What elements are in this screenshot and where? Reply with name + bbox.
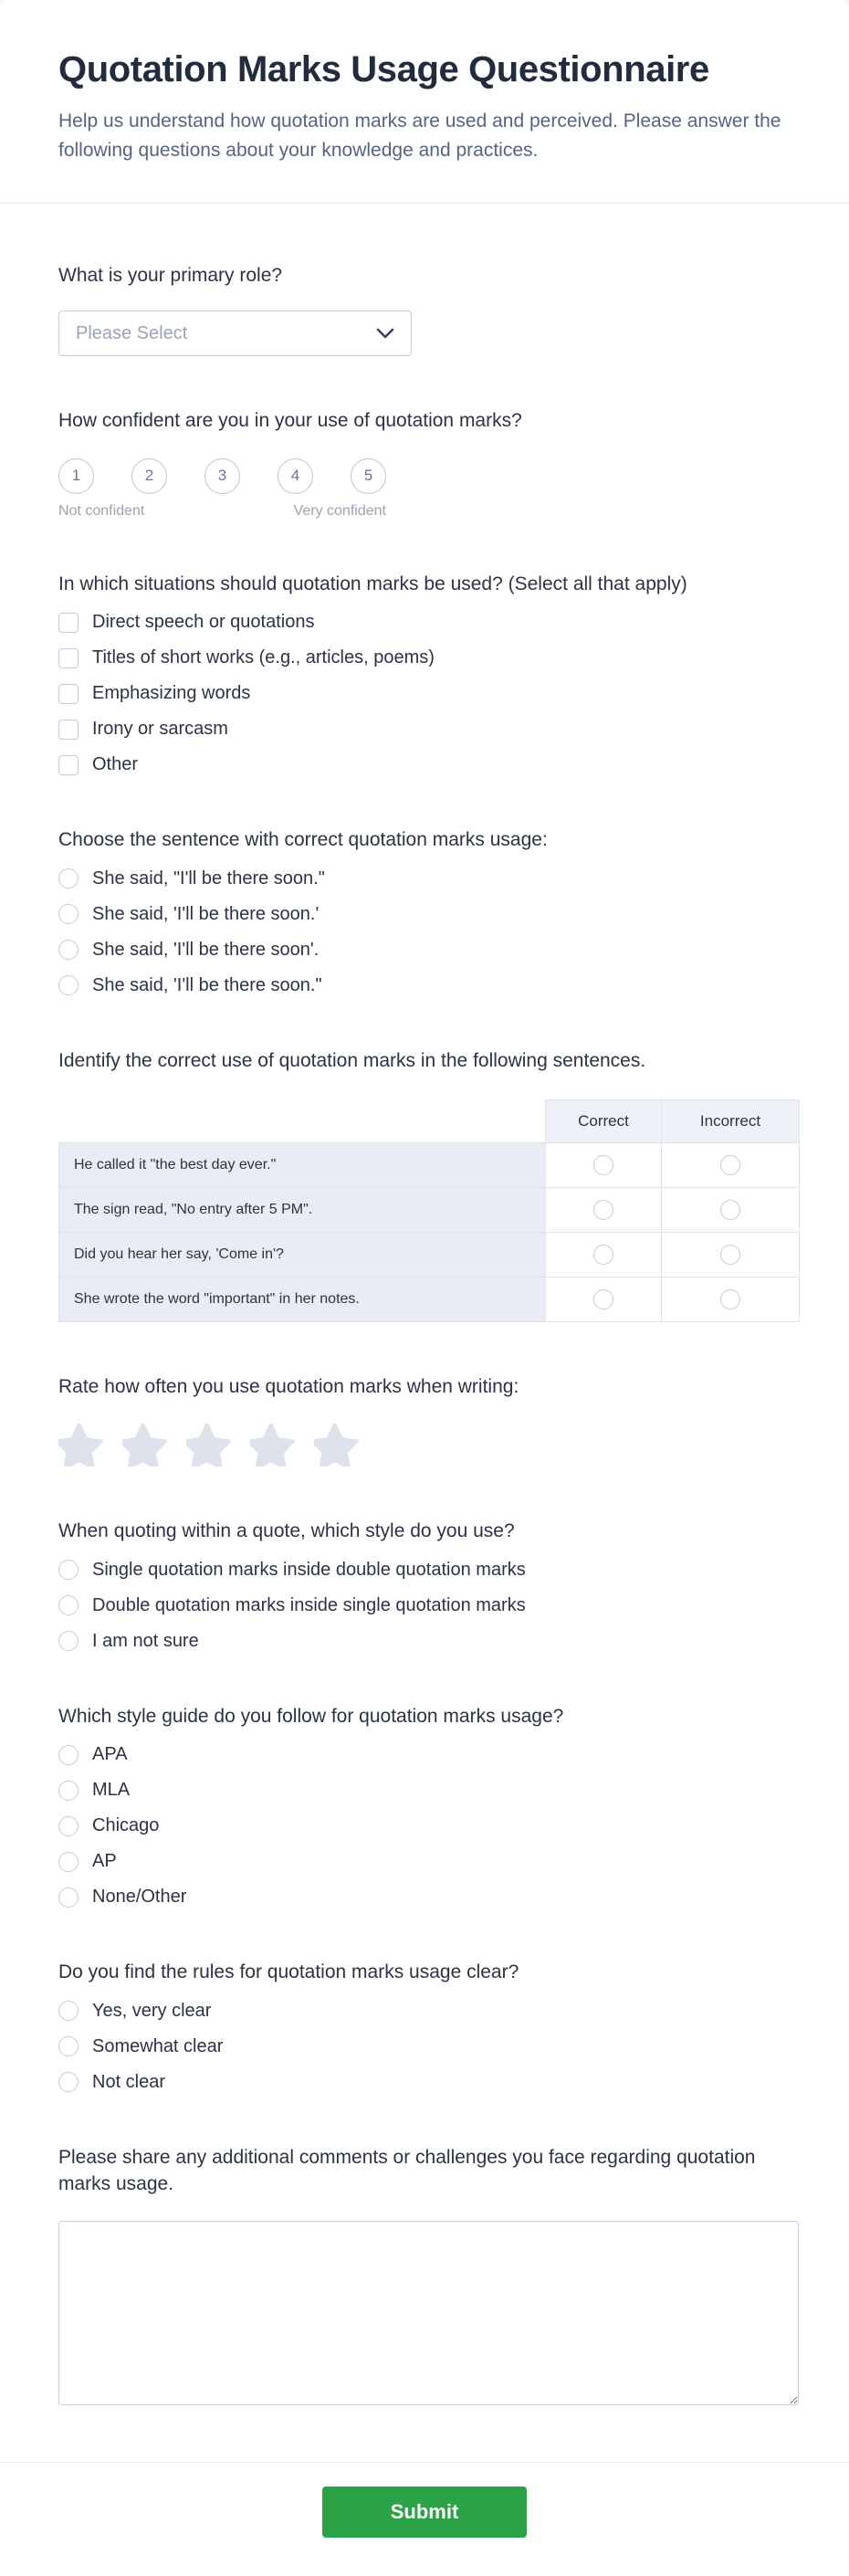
checkbox[interactable] <box>58 648 79 668</box>
checkbox-label: Titles of short works (e.g., articles, poems) <box>92 647 435 668</box>
radio-label: Somewhat clear <box>92 2035 224 2056</box>
radio-button[interactable] <box>58 1631 79 1651</box>
radio-button[interactable] <box>593 1155 613 1175</box>
scale-option-3[interactable]: 3 <box>204 458 240 494</box>
star-icon[interactable] <box>122 1424 167 1467</box>
radio-button[interactable] <box>58 1852 79 1872</box>
matrix-row-label: The sign read, "No entry after 5 PM". <box>59 1187 546 1232</box>
table-row <box>59 1142 800 1187</box>
confidence-scale <box>58 458 386 494</box>
radio-label: I am not sure <box>92 1630 199 1651</box>
checkbox-option[interactable] <box>58 612 799 633</box>
submit-button[interactable]: Submit <box>322 2487 527 2538</box>
radio-button[interactable] <box>58 1816 79 1836</box>
question-comments <box>58 2144 799 2406</box>
radio-label: She said, 'I'll be there soon.' <box>92 903 320 924</box>
radio-button[interactable] <box>593 1289 613 1309</box>
nested-quote-options <box>58 1560 799 1652</box>
question-label: How confident are you in your use of quotation marks? <box>58 410 522 432</box>
radio-option[interactable] <box>58 1595 799 1616</box>
question-style-guide <box>58 1703 799 1908</box>
radio-button[interactable] <box>58 1745 79 1765</box>
radio-button[interactable] <box>720 1245 740 1265</box>
radio-button[interactable] <box>58 2072 79 2092</box>
question-confidence <box>58 407 799 519</box>
star-icon[interactable] <box>314 1424 359 1467</box>
radio-button[interactable] <box>58 904 79 924</box>
question-label: What is your primary role? <box>58 265 283 286</box>
question-rules-clarity <box>58 1959 799 2092</box>
scale-min-label: Not confident <box>58 502 145 519</box>
matrix-row-label: Did you hear her say, 'Come in'? <box>59 1232 546 1277</box>
radio-option[interactable] <box>58 1631 799 1652</box>
checkbox-label: Emphasizing words <box>92 683 251 704</box>
question-primary-role <box>58 262 799 356</box>
radio-label: She said, "I'll be there soon." <box>92 867 325 888</box>
radio-label: Not clear <box>92 2071 166 2092</box>
checkbox[interactable] <box>58 720 79 740</box>
radio-button[interactable] <box>58 1781 79 1801</box>
matrix-row-label: He called it "the best day ever." <box>59 1142 546 1187</box>
table-row <box>59 1187 800 1232</box>
radio-option[interactable] <box>58 2036 799 2057</box>
checkbox-option[interactable] <box>58 683 799 704</box>
radio-button[interactable] <box>58 1595 79 1615</box>
radio-button[interactable] <box>58 2001 79 2021</box>
chevron-down-icon <box>376 328 394 339</box>
radio-option[interactable] <box>58 1887 799 1908</box>
comments-textarea[interactable] <box>58 2221 799 2405</box>
table-row <box>59 1277 800 1321</box>
radio-label: Yes, very clear <box>92 2000 212 2021</box>
radio-button[interactable] <box>720 1289 740 1309</box>
checkbox-label: Irony or sarcasm <box>92 719 228 740</box>
question-situations <box>58 571 799 775</box>
radio-label: Double quotation marks inside single quotation marks <box>92 1594 526 1615</box>
radio-option[interactable] <box>58 2001 799 2022</box>
matrix-cell-correct[interactable] <box>546 1277 662 1321</box>
radio-option[interactable] <box>58 1815 799 1836</box>
question-label: Identify the correct use of quotation marks in the following sentences. <box>58 1049 646 1071</box>
role-select[interactable] <box>58 310 412 356</box>
radio-option[interactable] <box>58 868 799 889</box>
question-label: Rate how often you use quotation marks when writing: <box>58 1375 519 1397</box>
question-label: When quoting within a quote, which style do you use? <box>58 1520 515 1542</box>
radio-option[interactable] <box>58 1851 799 1872</box>
matrix-cell-incorrect[interactable] <box>662 1232 800 1277</box>
scale-labels <box>58 503 386 520</box>
radio-button[interactable] <box>58 1560 79 1580</box>
checkbox-option[interactable] <box>58 754 799 775</box>
matrix-cell-correct[interactable] <box>546 1232 662 1277</box>
radio-option[interactable] <box>58 940 799 961</box>
role-select-placeholder: Please Select <box>76 322 188 343</box>
matrix-column-header: Correct <box>546 1099 662 1142</box>
checkbox-label: Direct speech or quotations <box>92 612 315 633</box>
radio-button[interactable] <box>58 868 79 888</box>
star-rating <box>58 1424 359 1467</box>
radio-option[interactable] <box>58 1560 799 1581</box>
radio-label: APA <box>92 1744 128 1765</box>
form-body <box>0 204 849 2405</box>
radio-button[interactable] <box>58 2036 79 2056</box>
radio-option[interactable] <box>58 2072 799 2093</box>
correct-sentence-options <box>58 868 799 996</box>
matrix-cell-correct[interactable] <box>546 1187 662 1232</box>
scale-option-4[interactable]: 4 <box>278 458 313 494</box>
radio-button[interactable] <box>58 975 79 995</box>
matrix-cell-correct[interactable] <box>546 1142 662 1187</box>
matrix-cell-incorrect[interactable] <box>662 1142 800 1187</box>
radio-button[interactable] <box>593 1245 613 1265</box>
radio-option[interactable] <box>58 1744 799 1765</box>
style-guide-options <box>58 1744 799 1908</box>
matrix-row-label: She wrote the word "important" in her notes. <box>59 1277 546 1321</box>
radio-option[interactable] <box>58 904 799 925</box>
form-header <box>0 0 849 204</box>
question-nested-quote <box>58 1518 799 1651</box>
radio-option[interactable] <box>58 1780 799 1801</box>
checkbox-option[interactable] <box>58 719 799 740</box>
radio-button[interactable] <box>720 1155 740 1175</box>
radio-button[interactable] <box>58 1887 79 1908</box>
matrix-column-header: Incorrect <box>662 1099 800 1142</box>
scale-option-5[interactable]: 5 <box>351 458 386 494</box>
checkbox[interactable] <box>58 684 79 704</box>
radio-label: MLA <box>92 1780 131 1801</box>
situations-options <box>58 612 799 775</box>
star-icon[interactable] <box>58 1424 103 1467</box>
question-label: Do you find the rules for quotation marks usage clear? <box>58 1961 519 1983</box>
matrix-cell-incorrect[interactable] <box>662 1277 800 1321</box>
radio-option[interactable] <box>58 975 799 996</box>
clarity-options <box>58 2001 799 2093</box>
radio-button[interactable] <box>58 940 79 960</box>
scale-option-2[interactable]: 2 <box>131 458 167 494</box>
question-label: Choose the sentence with correct quotation marks usage: <box>58 829 548 851</box>
checkbox[interactable] <box>58 613 79 633</box>
table-row <box>59 1232 800 1277</box>
radio-button[interactable] <box>593 1200 613 1220</box>
question-star-rating <box>58 1373 799 1467</box>
matrix-table <box>58 1099 800 1322</box>
radio-label: Single quotation marks inside double quotation marks <box>92 1559 526 1580</box>
radio-label: AP <box>92 1851 117 1872</box>
form-footer <box>0 2462 849 2576</box>
scale-max-label: Very confident <box>293 502 386 519</box>
checkbox-option[interactable] <box>58 647 799 668</box>
question-correct-sentence <box>58 826 799 995</box>
question-matrix <box>58 1047 799 1322</box>
radio-button[interactable] <box>720 1200 740 1220</box>
radio-label: None/Other <box>92 1887 187 1908</box>
question-label: Please share any additional comments or challenges you face regarding quotation marks usage. <box>58 2146 756 2194</box>
matrix-cell-incorrect[interactable] <box>662 1187 800 1232</box>
form-subtitle: Help us understand how quotation marks are used and perceived. Please answer the following questions about your knowledge and practices. <box>58 110 781 161</box>
question-label: In which situations should quotation marks be used? (Select all that apply) <box>58 573 687 594</box>
scale-option-1[interactable]: 1 <box>58 458 94 494</box>
star-icon[interactable] <box>186 1424 231 1467</box>
matrix-corner-cell <box>59 1099 546 1142</box>
radio-label: Chicago <box>92 1815 160 1836</box>
radio-label: She said, 'I'll be there soon." <box>92 974 322 995</box>
checkbox-label: Other <box>92 754 139 775</box>
radio-label: She said, 'I'll be there soon'. <box>92 939 320 960</box>
question-label: Which style guide do you follow for quotation marks usage? <box>58 1705 564 1727</box>
form-title: Quotation Marks Usage Questionnaire <box>58 49 709 89</box>
matrix-header-row <box>59 1099 800 1142</box>
checkbox[interactable] <box>58 755 79 775</box>
star-icon[interactable] <box>250 1424 295 1467</box>
